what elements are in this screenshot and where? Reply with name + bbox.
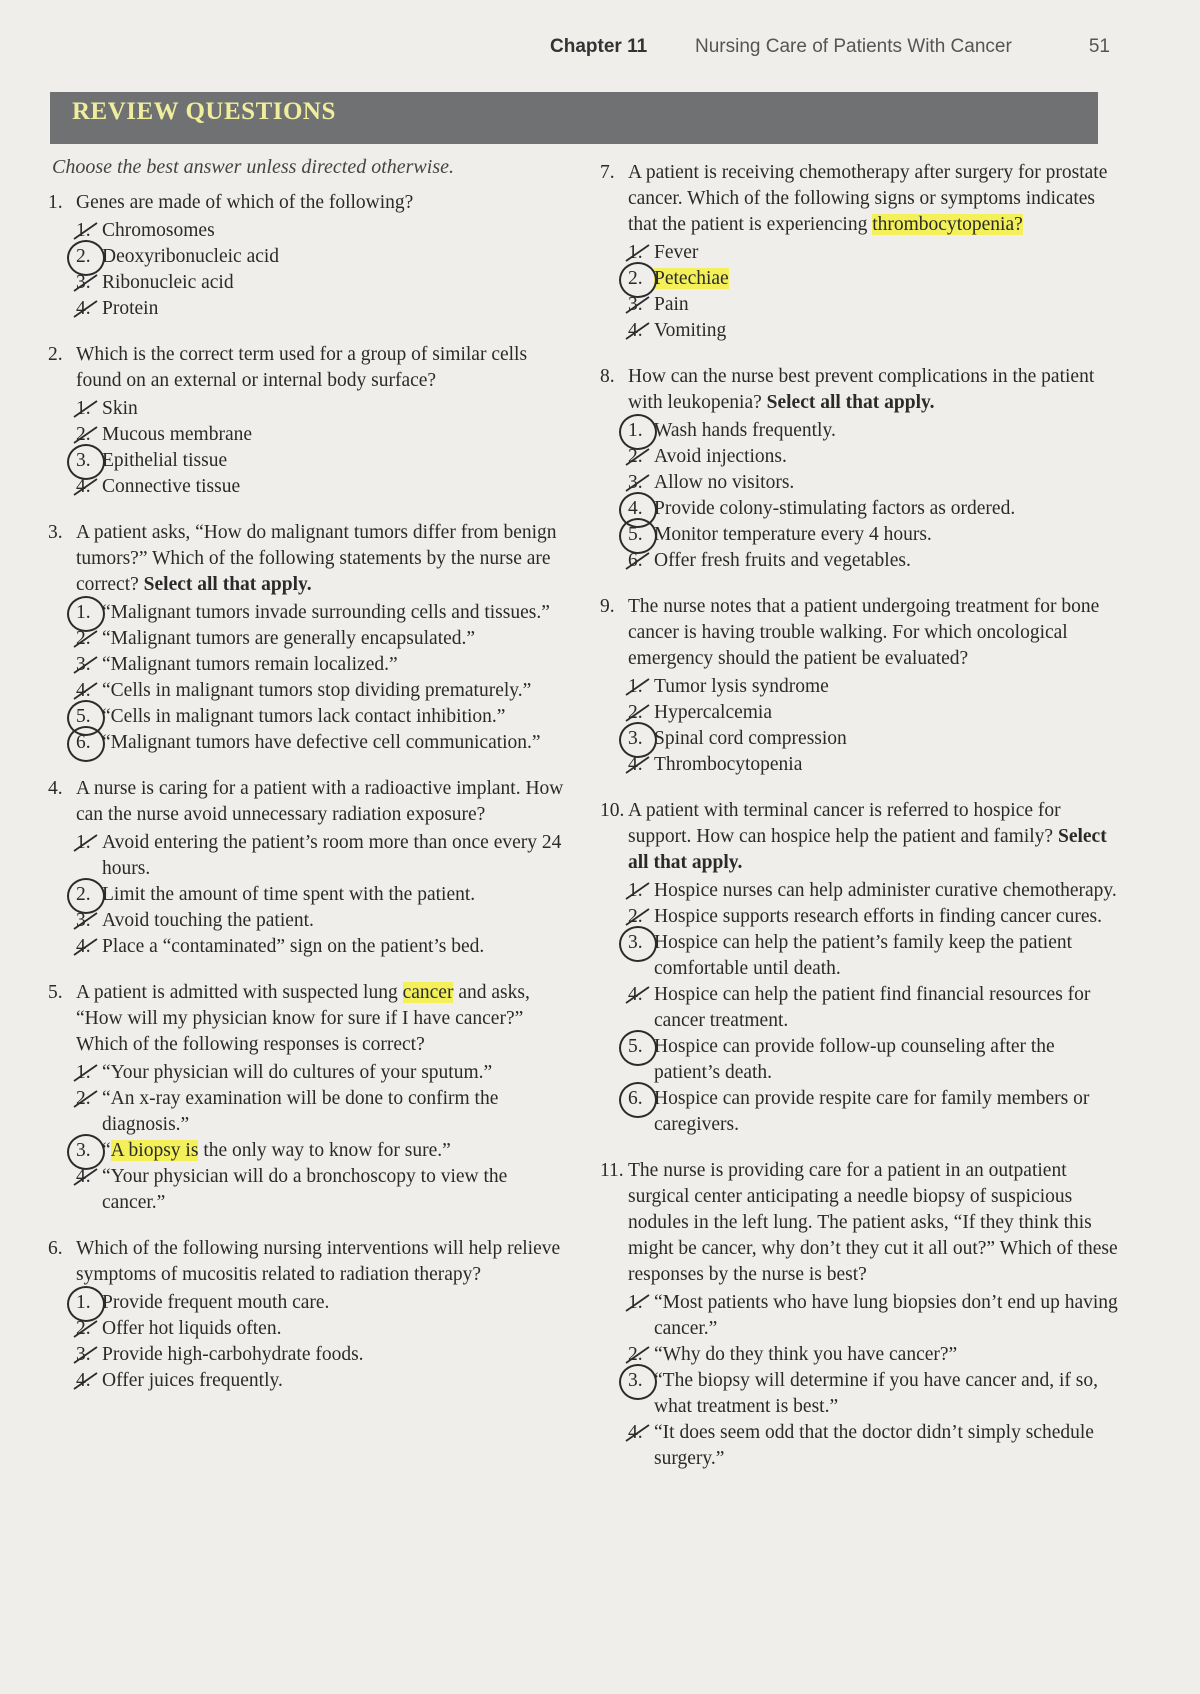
option-text: Pain	[654, 294, 689, 315]
answer-option	[628, 496, 1120, 522]
answer-option	[76, 704, 568, 730]
answer-option	[76, 652, 568, 678]
option-number: 3.	[76, 1344, 91, 1365]
option-number: 4.	[628, 754, 643, 775]
question-text: and asks, “How will my physician know for sure if I have cancer?” Which of the following responses is correct?	[76, 982, 530, 1055]
option-text: Hospice nurses can help administer curative chemotherapy.	[654, 880, 1117, 901]
option-text: “Cells in malignant tumors lack contact inhibition.”	[102, 706, 506, 727]
answer-option	[628, 1086, 1120, 1138]
option-number: 2.	[76, 424, 91, 445]
answer-options	[600, 1290, 1120, 1472]
answer-option	[628, 266, 1120, 292]
option-text: Offer hot liquids often.	[102, 1318, 282, 1339]
question-text: How can the nurse best prevent complications in the patient with leukopenia?	[628, 366, 1095, 413]
answer-option	[76, 882, 568, 908]
question-number: 2.	[48, 344, 63, 365]
option-text: “Your physician will do a bronchoscopy to view the cancer.”	[102, 1166, 508, 1213]
answer-option	[76, 730, 568, 756]
question-text: A nurse is caring for a patient with a radioactive implant. How can the nurse avoid unnecessary radiation exposure?	[76, 778, 564, 825]
question-item	[600, 1158, 1120, 1472]
answer-option	[628, 674, 1120, 700]
answer-option	[76, 1138, 568, 1164]
option-text: Chromosomes	[102, 220, 215, 241]
option-number: 4.	[76, 1370, 91, 1391]
question-item	[48, 342, 568, 500]
highlighted-text: cancer	[402, 982, 454, 1003]
option-text: Place a “contaminated” sign on the patient’s bed.	[102, 936, 485, 957]
option-text: “Your physician will do cultures of your sputum.”	[102, 1062, 493, 1083]
question-number: 10.	[600, 800, 625, 821]
question-item	[600, 364, 1120, 574]
option-text: Thrombocytopenia	[654, 754, 803, 775]
option-number: 2.	[628, 906, 643, 927]
option-text: “Most patients who have lung biopsies don’t end up having cancer.”	[654, 1292, 1118, 1339]
option-text-part: “	[102, 1140, 111, 1161]
answer-option	[76, 1086, 568, 1138]
option-number: 6.	[628, 550, 643, 571]
option-number: 4.	[76, 298, 91, 319]
answer-option	[628, 752, 1120, 778]
option-text: “The biopsy will determine if you have cancer and, if so, what treatment is best.”	[654, 1370, 1099, 1417]
answer-option	[76, 296, 568, 322]
question-stem	[600, 364, 1120, 416]
option-text: “Cells in malignant tumors stop dividing prematurely.”	[102, 680, 532, 701]
option-text: Hospice can help the patient’s family keep the patient comfortable until death.	[654, 932, 1073, 979]
question-stem	[48, 342, 568, 394]
answer-option	[76, 448, 568, 474]
option-text: “Malignant tumors remain localized.”	[102, 654, 398, 675]
option-number: 5.	[628, 524, 643, 545]
option-number: 2.	[628, 446, 643, 467]
option-number: 2.	[628, 1344, 643, 1365]
question-number: 1.	[48, 192, 63, 213]
question-stem	[600, 160, 1120, 238]
question-item	[48, 1236, 568, 1394]
option-number: 1.	[76, 602, 91, 623]
option-text: Avoid injections.	[654, 446, 787, 467]
option-text: Vomiting	[654, 320, 727, 341]
option-number: 3.	[628, 472, 643, 493]
answer-options	[48, 600, 568, 756]
option-text: Provide frequent mouth care.	[102, 1292, 330, 1313]
option-text	[654, 268, 729, 289]
option-text: Offer fresh fruits and vegetables.	[654, 550, 911, 571]
question-stem	[48, 980, 568, 1058]
option-number: 2.	[628, 268, 643, 289]
question-text: Which is the correct term used for a group of similar cells found on an external or internal body surface?	[76, 344, 528, 391]
option-number: 4.	[76, 476, 91, 497]
option-number: 4.	[628, 498, 643, 519]
question-stem	[48, 1236, 568, 1288]
option-number: 1.	[76, 220, 91, 241]
answer-option	[628, 930, 1120, 982]
option-text: “Malignant tumors are generally encapsulated.”	[102, 628, 476, 649]
right-column	[600, 160, 1120, 1492]
answer-option	[76, 1368, 568, 1394]
option-number: 3.	[76, 910, 91, 931]
answer-option	[76, 1060, 568, 1086]
option-text: Monitor temperature every 4 hours.	[654, 524, 932, 545]
answer-option	[628, 1368, 1120, 1420]
answer-option	[628, 726, 1120, 752]
option-text: Epithelial tissue	[102, 450, 228, 471]
option-number: 4.	[628, 984, 643, 1005]
highlighted-text: Petechiae	[654, 268, 729, 289]
answer-options	[48, 830, 568, 960]
answer-options	[48, 218, 568, 322]
option-number: 3.	[76, 1140, 91, 1161]
question-number: 3.	[48, 522, 63, 543]
answer-options	[600, 240, 1120, 344]
answer-options	[48, 1290, 568, 1394]
option-number: 2.	[76, 628, 91, 649]
option-text: Hospice supports research efforts in finding cancer cures.	[654, 906, 1102, 927]
answer-option	[628, 1342, 1120, 1368]
option-text: Provide colony-stimulating factors as ordered.	[654, 498, 1016, 519]
option-number: 3.	[628, 932, 643, 953]
question-item	[48, 980, 568, 1216]
option-number: 1.	[76, 398, 91, 419]
option-text: Provide high-carbohydrate foods.	[102, 1344, 364, 1365]
option-number: 1.	[628, 1292, 643, 1313]
option-text: “Malignant tumors invade surrounding cells and tissues.”	[102, 602, 550, 623]
answer-option	[76, 626, 568, 652]
option-number: 1.	[76, 832, 91, 853]
highlighted-text: A biopsy is	[110, 1140, 199, 1161]
option-text: Limit the amount of time spent with the patient.	[102, 884, 476, 905]
option-number: 2.	[76, 246, 91, 267]
question-item	[48, 190, 568, 322]
chapter-title: Nursing Care of Patients With Cancer	[695, 36, 1012, 57]
answer-option	[628, 1290, 1120, 1342]
option-number: 4.	[76, 680, 91, 701]
answer-option	[76, 600, 568, 626]
answer-option	[628, 292, 1120, 318]
answer-option	[628, 1034, 1120, 1086]
option-number: 3.	[76, 450, 91, 471]
option-number: 3.	[76, 654, 91, 675]
option-text: Protein	[102, 298, 159, 319]
option-number: 6.	[76, 732, 91, 753]
option-text: Wash hands frequently.	[654, 420, 836, 441]
answer-option	[628, 522, 1120, 548]
option-text: Ribonucleic acid	[102, 272, 234, 293]
option-number: 1.	[628, 420, 643, 441]
select-all-instruction: Select all that apply.	[628, 826, 1107, 873]
option-number: 4.	[76, 936, 91, 957]
option-number: 4.	[76, 1166, 91, 1187]
option-number: 3.	[628, 294, 643, 315]
question-text: A patient is admitted with suspected lung	[76, 982, 403, 1003]
answer-option	[76, 678, 568, 704]
option-number: 1.	[628, 676, 643, 697]
question-number: 11.	[600, 1160, 624, 1181]
option-number: 3.	[628, 1370, 643, 1391]
answer-option	[628, 240, 1120, 266]
answer-option	[628, 700, 1120, 726]
option-number: 5.	[628, 1036, 643, 1057]
answer-options	[600, 878, 1120, 1138]
question-item	[600, 798, 1120, 1138]
answer-option	[628, 1420, 1120, 1472]
option-text: Skin	[102, 398, 138, 419]
answer-option	[628, 444, 1120, 470]
answer-option	[76, 1342, 568, 1368]
question-item	[600, 160, 1120, 344]
option-text: Deoxyribonucleic acid	[102, 246, 280, 267]
answer-option	[628, 418, 1120, 444]
left-column	[48, 190, 568, 1414]
question-item	[600, 594, 1120, 778]
option-text-part: the only way to know for sure.”	[198, 1140, 451, 1161]
question-text: The nurse notes that a patient undergoing treatment for bone cancer is having trouble walking. For which oncological emergency should the patient be evaluated?	[628, 596, 1100, 669]
option-text: Avoid entering the patient’s room more than once every 24 hours.	[102, 832, 562, 879]
option-number: 4.	[628, 320, 643, 341]
option-text: “An x-ray examination will be done to confirm the diagnosis.”	[102, 1088, 499, 1135]
option-number: 6.	[628, 1088, 643, 1109]
option-number: 3.	[76, 272, 91, 293]
answer-option	[76, 1290, 568, 1316]
answer-options	[48, 1060, 568, 1216]
option-number: 2.	[628, 702, 643, 723]
option-number: 2.	[76, 884, 91, 905]
option-text	[102, 1140, 451, 1161]
question-number: 5.	[48, 982, 63, 1003]
question-number: 4.	[48, 778, 63, 799]
option-number: 3.	[628, 728, 643, 749]
select-all-instruction: Select all that apply.	[143, 574, 312, 595]
question-number: 8.	[600, 366, 615, 387]
question-text: A patient asks, “How do malignant tumors differ from benign tumors?” Which of the following statements by the nurse are correct?	[76, 522, 557, 595]
question-stem	[600, 1158, 1120, 1288]
instructions: Choose the best answer unless directed otherwise.	[52, 156, 454, 178]
section-banner	[50, 92, 1098, 144]
answer-option	[76, 474, 568, 500]
option-text: Allow no visitors.	[654, 472, 795, 493]
question-stem	[600, 594, 1120, 672]
answer-option	[628, 904, 1120, 930]
answer-option	[628, 878, 1120, 904]
answer-option	[628, 982, 1120, 1034]
question-text: The nurse is providing care for a patient in an outpatient surgical center anticipating a needle biopsy of suspicious nodules in the left lung. The patient asks, “If they think this might be cancer, why don’t they cut it all out?” Which of these responses by the nurse is best?	[628, 1160, 1118, 1285]
question-stem	[48, 190, 568, 216]
page-number: 51	[1088, 36, 1110, 57]
question-number: 6.	[48, 1238, 63, 1259]
answer-option	[76, 934, 568, 960]
answer-option	[628, 318, 1120, 344]
question-stem	[48, 520, 568, 598]
question-text: Which of the following nursing interventions will help relieve symptoms of mucositis related to radiation therapy?	[76, 1238, 561, 1285]
option-text: Mucous membrane	[102, 424, 253, 445]
option-text: Tumor lysis syndrome	[654, 676, 829, 697]
option-number: 1.	[76, 1062, 91, 1083]
question-text: A patient is receiving chemotherapy after surgery for prostate cancer. Which of the following signs or symptoms indicates that the patient is experiencing	[628, 162, 1108, 235]
answer-option	[76, 1316, 568, 1342]
option-text: Hypercalcemia	[654, 702, 773, 723]
option-number: 1.	[76, 1292, 91, 1313]
option-text: Avoid touching the patient.	[102, 910, 314, 931]
option-text: “It does seem odd that the doctor didn’t simply schedule surgery.”	[654, 1422, 1094, 1469]
answer-option	[76, 218, 568, 244]
option-text: Connective tissue	[102, 476, 241, 497]
question-number: 9.	[600, 596, 615, 617]
option-number: 2.	[76, 1318, 91, 1339]
chapter-label: Chapter 11	[550, 36, 648, 57]
question-stem	[600, 798, 1120, 876]
option-number: 2.	[76, 1088, 91, 1109]
option-number: 4.	[628, 1422, 643, 1443]
question-stem	[48, 776, 568, 828]
answer-option	[76, 396, 568, 422]
option-number: 1.	[628, 880, 643, 901]
answer-option	[628, 470, 1120, 496]
answer-options	[48, 396, 568, 500]
answer-options	[600, 674, 1120, 778]
select-all-instruction: Select all that apply.	[766, 392, 935, 413]
option-text: Hospice can provide respite care for family members or caregivers.	[654, 1088, 1090, 1135]
answer-option	[76, 1164, 568, 1216]
answer-option	[76, 422, 568, 448]
question-text: A patient with terminal cancer is referred to hospice for support. How can hospice help the patient and family?	[628, 800, 1061, 847]
option-text: Hospice can help the patient find financial resources for cancer treatment.	[654, 984, 1091, 1031]
question-item	[48, 776, 568, 960]
answer-option	[628, 548, 1120, 574]
answer-option	[76, 830, 568, 882]
section-title: REVIEW QUESTIONS	[72, 98, 336, 125]
option-text: “Why do they think you have cancer?”	[654, 1344, 958, 1365]
option-text: Fever	[654, 242, 699, 263]
highlighted-text: thrombocytopenia?	[872, 214, 1023, 235]
answer-options	[600, 418, 1120, 574]
question-text: Genes are made of which of the following?	[76, 192, 414, 213]
answer-option	[76, 908, 568, 934]
option-text: Spinal cord compression	[654, 728, 847, 749]
option-text: Offer juices frequently.	[102, 1370, 283, 1391]
answer-option	[76, 244, 568, 270]
question-number: 7.	[600, 162, 615, 183]
option-number: 1.	[628, 242, 643, 263]
option-text: “Malignant tumors have defective cell communication.”	[102, 732, 541, 753]
question-item	[48, 520, 568, 756]
running-header	[550, 36, 1110, 58]
answer-option	[76, 270, 568, 296]
option-number: 5.	[76, 706, 91, 727]
option-text: Hospice can provide follow-up counseling after the patient’s death.	[654, 1036, 1055, 1083]
